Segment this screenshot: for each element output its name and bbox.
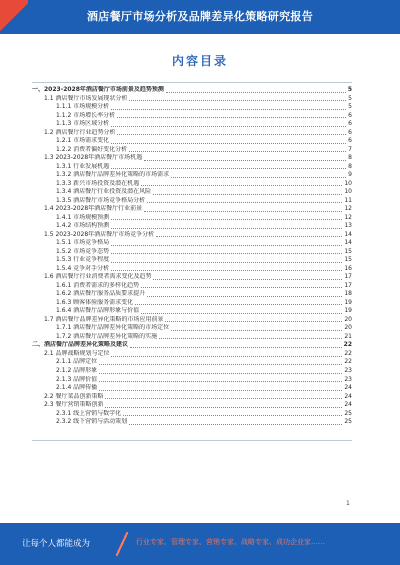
- toc-entry-page: 13: [344, 222, 352, 230]
- toc-entry-page: 6: [348, 128, 352, 136]
- toc-entry-title: 2.3 餐厅营销策略创新: [44, 401, 104, 409]
- toc-entry[interactable]: [32, 86, 352, 95]
- toc-entry-title: 1.6 酒店餐厅行业消费者需求变化及趋势: [44, 273, 152, 281]
- toc-entry-page: 22: [344, 358, 352, 366]
- toc-entry[interactable]: [32, 248, 352, 257]
- toc-entry-title: 1.3.3 新兴市场投资及潜在机遇: [56, 179, 140, 187]
- toc-entry-title: 1.4.1 市场规模预测: [56, 213, 110, 221]
- toc-entry-title: 1.4.2 市场结构预测: [56, 222, 110, 230]
- toc-entry-page: 19: [344, 307, 352, 315]
- toc-leader-dots: [123, 414, 342, 416]
- toc-entry[interactable]: [32, 290, 352, 299]
- toc-entry-page: 14: [344, 230, 352, 238]
- toc-entry-page: 16: [344, 264, 352, 272]
- toc-entry-page: 22: [344, 349, 352, 357]
- toc-entry-title: 2.2 餐厅菜品创新策略: [44, 392, 104, 400]
- toc-entry-title: 1.1.3 市场区域分析: [56, 120, 110, 128]
- toc-entry-title: 1.5.2 市场竞争态势: [56, 247, 110, 255]
- toc-entry[interactable]: [32, 384, 352, 393]
- toc-entry[interactable]: [32, 341, 352, 350]
- footer-slogan: 让每个人都能成为: [22, 539, 91, 549]
- toc-entry-title: 1.2.1 市场需求变化: [56, 137, 110, 145]
- toc-leader-dots: [144, 210, 342, 212]
- toc-entry-title: 2.3.2 线下营销与活动策划: [56, 418, 128, 426]
- toc-leader-dots: [111, 167, 346, 169]
- toc-entry-title: 1.2.2 消费者偏好变化分析: [56, 145, 128, 153]
- toc-entry-title: 1.2 酒店餐厅行业趋势分析: [44, 128, 116, 136]
- toc-leader-dots: [117, 116, 346, 118]
- toc-entry-title: 一、2023-2028年酒店餐厅市场前景及趋势预测: [32, 85, 164, 93]
- toc-entry-page: 10: [344, 179, 352, 187]
- toc-leader-dots: [111, 269, 342, 271]
- toc-leader-dots: [144, 159, 346, 161]
- toc-leader-dots: [99, 380, 342, 382]
- toc-entry-title: 1.6.1 消费者需求的多样化趋势: [56, 281, 140, 289]
- toc-entry-page: 5: [348, 103, 352, 111]
- toc-leader-dots: [99, 363, 342, 365]
- page-number: 1: [346, 500, 350, 507]
- toc-entry[interactable]: [32, 154, 352, 163]
- toc-entry-page: 24: [344, 384, 352, 392]
- toc-entry-page: 22: [343, 341, 352, 349]
- toc-entry-page: 15: [344, 247, 352, 255]
- toc-entry[interactable]: [32, 120, 352, 129]
- report-title: 酒店餐厅市场分析及品牌差异化策略研究报告: [87, 10, 313, 23]
- toc-entry[interactable]: [32, 410, 352, 419]
- toc-entry-page: 20: [344, 315, 352, 323]
- toc-top-divider: [32, 82, 352, 83]
- toc-entry-page: 17: [344, 281, 352, 289]
- toc-entry[interactable]: [32, 231, 352, 240]
- toc-leader-dots: [111, 355, 342, 357]
- toc-entry[interactable]: [32, 393, 352, 402]
- toc-entry[interactable]: [32, 350, 352, 359]
- toc-leader-dots: [141, 184, 342, 186]
- toc-entry-page: 23: [344, 375, 352, 383]
- toc-entry-page: 10: [344, 188, 352, 196]
- table-of-contents: [32, 86, 352, 427]
- header-bar: [0, 0, 400, 34]
- toc-leader-dots: [105, 397, 342, 399]
- toc-entry-page: 9: [348, 171, 352, 179]
- toc-entry-title: 1.5.1 市场竞争格局: [56, 239, 110, 247]
- toc-entry-title: 2.1.1 品牌定位: [56, 358, 98, 366]
- toc-leader-dots: [165, 320, 342, 322]
- toc-entry-page: 5: [347, 85, 352, 93]
- toc-entry-page: 14: [344, 239, 352, 247]
- toc-entry-page: 7: [348, 145, 352, 153]
- toc-leader-dots: [141, 286, 342, 288]
- toc-heading: 内容目录: [171, 54, 228, 68]
- toc-entry[interactable]: [32, 273, 352, 282]
- toc-leader-dots: [153, 193, 342, 195]
- toc-leader-dots: [99, 372, 342, 374]
- toc-entry[interactable]: [32, 307, 352, 316]
- toc-entry[interactable]: [32, 180, 352, 189]
- footer-tagline: 行业专家、管理专家、营销专家、战略专家、成功企业家……: [136, 538, 325, 546]
- toc-bottom-divider: [32, 440, 352, 441]
- toc-entry-title: 1.6.2 酒店餐厅服务品质要求提升: [56, 290, 146, 298]
- toc-leader-dots: [111, 252, 342, 254]
- toc-entry-title: 1.4 2023-2028年酒店餐厅行业前景: [44, 205, 143, 213]
- toc-entry[interactable]: [32, 146, 352, 155]
- toc-entry-title: 2.1.2 品牌形象: [56, 367, 98, 374]
- toc-entry[interactable]: [32, 129, 352, 138]
- toc-entry-title: 1.3.5 酒店餐厅市场竞争格局分析: [56, 196, 146, 204]
- toc-leader-dots: [111, 142, 346, 144]
- toc-leader-dots: [166, 91, 346, 93]
- toc-leader-dots: [111, 227, 342, 229]
- toc-leader-dots: [99, 389, 342, 391]
- toc-leader-dots: [153, 278, 342, 280]
- toc-entry-title: 1.3.4 酒店餐厅行业投资及潜在风险: [56, 188, 152, 196]
- toc-leader-dots: [129, 99, 346, 101]
- toc-entry-title: 1.5 2023-2028年酒店餐厅市场竞争分析: [44, 230, 155, 238]
- toc-entry[interactable]: [32, 316, 352, 325]
- toc-entry[interactable]: [32, 359, 352, 368]
- toc-entry-title: 1.3 2023-2028年酒店餐厅市场机遇: [44, 154, 143, 162]
- toc-entry-title: 1.3.2 酒店餐厅品牌差异化策略的市场需求: [56, 171, 170, 179]
- toc-leader-dots: [130, 346, 342, 348]
- toc-leader-dots: [111, 261, 342, 263]
- toc-entry-page: 19: [344, 298, 352, 306]
- toc-entry-page: 12: [344, 213, 352, 221]
- toc-entry[interactable]: [32, 214, 352, 223]
- toc-leader-dots: [159, 337, 342, 339]
- toc-leader-dots: [111, 125, 346, 127]
- toc-entry[interactable]: [32, 197, 352, 206]
- toc-entry[interactable]: [32, 137, 352, 146]
- toc-leader-dots: [147, 295, 342, 297]
- toc-leader-dots: [117, 133, 346, 135]
- footer-divider-slash: [116, 532, 128, 556]
- toc-entry-title: 1.1.2 市场增长率分析: [56, 111, 116, 119]
- toc-entry-page: 8: [348, 154, 352, 162]
- toc-entry[interactable]: [32, 222, 352, 231]
- toc-entry[interactable]: [32, 401, 352, 410]
- toc-entry-page: 12: [344, 205, 352, 213]
- toc-entry-page: 6: [348, 137, 352, 145]
- toc-leader-dots: [147, 201, 342, 203]
- toc-leader-dots: [171, 329, 342, 331]
- toc-entry-page: 20: [344, 324, 352, 332]
- toc-entry[interactable]: [32, 324, 352, 333]
- toc-entry-title: 1.6.3 顾客体验服务需求变化: [56, 298, 134, 306]
- toc-entry[interactable]: [32, 282, 352, 291]
- toc-leader-dots: [129, 150, 346, 152]
- toc-leader-dots: [156, 235, 342, 237]
- toc-leader-dots: [135, 303, 342, 305]
- toc-entry-page: 8: [348, 162, 352, 170]
- toc-entry-page: 17: [344, 273, 352, 281]
- toc-entry-page: 15: [344, 256, 352, 264]
- toc-entry-page: 24: [344, 401, 352, 409]
- toc-entry-title: 1.5.3 行业竞争程度: [56, 256, 110, 264]
- toc-entry[interactable]: [32, 188, 352, 197]
- toc-leader-dots: [141, 312, 342, 314]
- toc-entry-title: 1.1 酒店餐厅市场发展现状分析: [44, 94, 128, 102]
- toc-leader-dots: [111, 108, 346, 110]
- toc-entry[interactable]: [32, 163, 352, 172]
- toc-entry[interactable]: [32, 112, 352, 121]
- toc-leader-dots: [171, 176, 346, 178]
- toc-entry-page: 6: [348, 111, 352, 119]
- toc-entry-title: 2.1.3 品牌价值: [56, 375, 98, 383]
- toc-entry-title: 1.1.1 市场规模分析: [56, 103, 110, 111]
- toc-entry-title: 1.5.4 竞争对手分析: [56, 264, 110, 272]
- toc-entry-title: 二、酒店餐厅品牌差异化策略及建议: [32, 341, 129, 349]
- toc-entry-page: 18: [344, 290, 352, 298]
- toc-entry[interactable]: [32, 299, 352, 308]
- footer-bar: [0, 523, 400, 565]
- toc-entry-page: 25: [344, 418, 352, 426]
- toc-entry[interactable]: [32, 333, 352, 342]
- toc-entry-title: 1.3.1 行业发展机遇: [56, 162, 110, 170]
- toc-entry-title: 2.1.4 品牌传播: [56, 384, 98, 392]
- toc-entry[interactable]: [32, 265, 352, 274]
- toc-entry-title: 1.6.4 酒店餐厅品牌形象与价值: [56, 307, 140, 315]
- toc-entry-title: 1.7 酒店餐厅品牌差异化策略的市场应用前景: [44, 315, 164, 323]
- toc-entry-page: 6: [348, 120, 352, 128]
- toc-entry[interactable]: [32, 205, 352, 214]
- toc-entry-page: 5: [348, 94, 352, 102]
- toc-leader-dots: [111, 218, 342, 220]
- toc-entry-page: 25: [344, 409, 352, 417]
- toc-entry-title: 2.3.1 线上营销与数字化: [56, 409, 122, 417]
- toc-entry-title: 1.7.1 酒店餐厅品牌差异化策略的市场定位: [56, 324, 170, 332]
- toc-leader-dots: [111, 244, 342, 246]
- toc-entry-page: 21: [344, 332, 352, 340]
- toc-entry[interactable]: [32, 239, 352, 248]
- toc-leader-dots: [129, 423, 342, 425]
- toc-entry-title: 1.7.2 酒店餐厅品牌差异化策略的实施: [56, 332, 158, 340]
- toc-entry-page: 23: [344, 367, 352, 374]
- toc-entry-page: 11: [344, 196, 352, 204]
- toc-entry[interactable]: [32, 367, 352, 376]
- toc-entry[interactable]: [32, 171, 352, 180]
- toc-entry[interactable]: [32, 376, 352, 385]
- toc-entry-page: 24: [344, 392, 352, 400]
- toc-entry-title: 2.1 品牌战略规划与定位: [44, 349, 110, 357]
- toc-leader-dots: [105, 406, 342, 408]
- toc-entry[interactable]: [32, 256, 352, 265]
- toc-entry[interactable]: [32, 95, 352, 104]
- toc-entry[interactable]: [32, 418, 352, 427]
- toc-entry[interactable]: [32, 103, 352, 112]
